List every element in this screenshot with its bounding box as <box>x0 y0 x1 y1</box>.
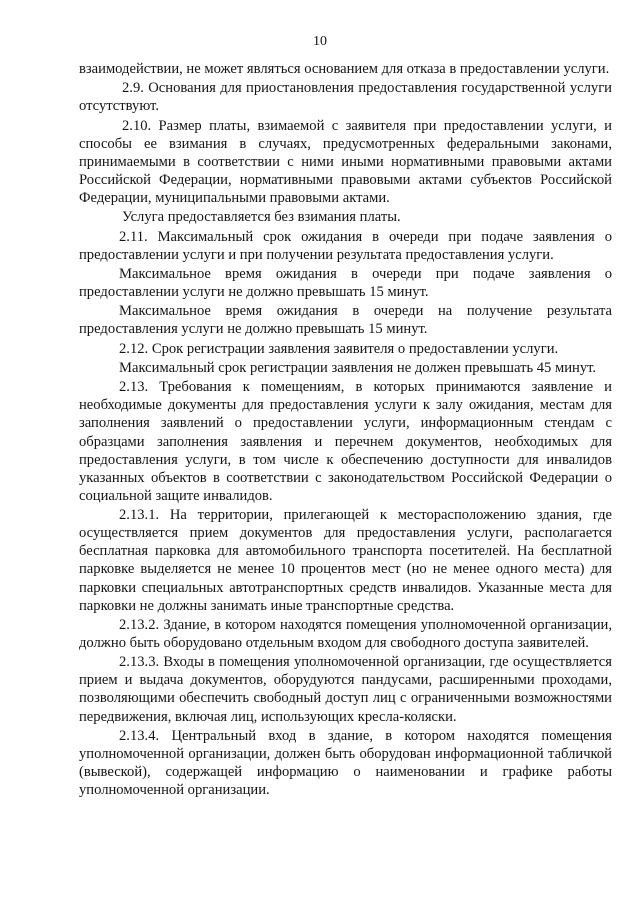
paragraph-fee-free: Услуга предоставляется без взимания платы. <box>122 209 401 226</box>
paragraph-wait-submit: Максимальное время ожидания в очереди при подаче заявления о предоставлении услуги не должно превышать 15 минут. <box>79 265 612 301</box>
paragraph-wait-result: Максимальное время ожидания в очереди на получение результата предоставления услуги не должно превышать 15 минут. <box>79 303 612 338</box>
paragraph-2-11: 2.11. Максимальный срок ожидания в очереди при подаче заявления о предоставлении услуги и при получении результата предоставления услуги. <box>79 228 612 263</box>
paragraph-2-13-2: 2.13.2. Здание, в котором находятся помещения уполномоченной организации, должно быть оборудовано отдельным входом для свободного доступа заявителей. <box>79 616 612 651</box>
paragraph-2-13-4: 2.13.4. Центральный вход в здание, в котором находятся помещения уполномоченной организации, должен быть оборудован информационной табличкой (вывеской), содержащей информацию о наименовании и графике работы уполномоченной организации. <box>79 727 612 799</box>
document-body <box>79 60 612 800</box>
paragraph-2-10: 2.10. Размер платы, взимаемой с заявителя при предоставлении услуги, и способы ее взимания в случаях, предусмотренных федеральными законами, принимаемыми в соответствии с ними иными нормативными правовыми актами Российской Федерации, нормативными правовыми актами субъектов Российской Федерации, муниципальными правовыми актами. <box>79 117 612 207</box>
paragraph-2-13: 2.13. Требования к помещениям, в которых принимаются заявление и необходимые документы для предоставления услуги к залу ожидания, местам для заполнения заявлений о предоставлении услуги, информационным стендам с образцами заполнения заявления и перечнем документов, необходимых для предоставления услуги, в том числе к обеспечению доступности для инвалидов указанных объектов в соответствии с законодательством Российской Федерации о социальной защите инвалидов. <box>79 379 612 504</box>
paragraph-2-13-1: 2.13.1. На территории, прилегающей к месторасположению здания, где осуществляется прием документов для предоставления услуги, располагается бесплатная парковка для автомобильного транспорта посетителей. На бесплатной парковке выделяется не менее 10 процентов мест (но не менее одного места) для парковки специальных автотранспортных средств инвалидов. Указанные места для парковки не должны занимать иные транспортные средства. <box>79 507 612 614</box>
paragraph-2-9: 2.9. Основания для приостановления предоставления государственной услуги отсутствуют. <box>79 80 612 115</box>
paragraph-2-13-3: 2.13.3. Входы в помещения уполномоченной организации, где осуществляется прием и выдача документов, оборудуются пандусами, расширенными проходами, позволяющими обеспечить свободный доступ лиц с ограниченными возможностями передвижения, включая лиц, использующих кресла-коляски. <box>79 654 612 725</box>
paragraph-2-12: 2.12. Срок регистрации заявления заявителя о предоставлении услуги. <box>119 340 559 357</box>
page-number: 10 <box>313 34 327 49</box>
paragraph-registration-time: Максимальный срок регистрации заявления не должен превышать 45 минут. <box>119 360 597 376</box>
paragraph-continuation: взаимодействии, не может являться основанием для отказа в предоставлении услуги. <box>79 61 610 77</box>
